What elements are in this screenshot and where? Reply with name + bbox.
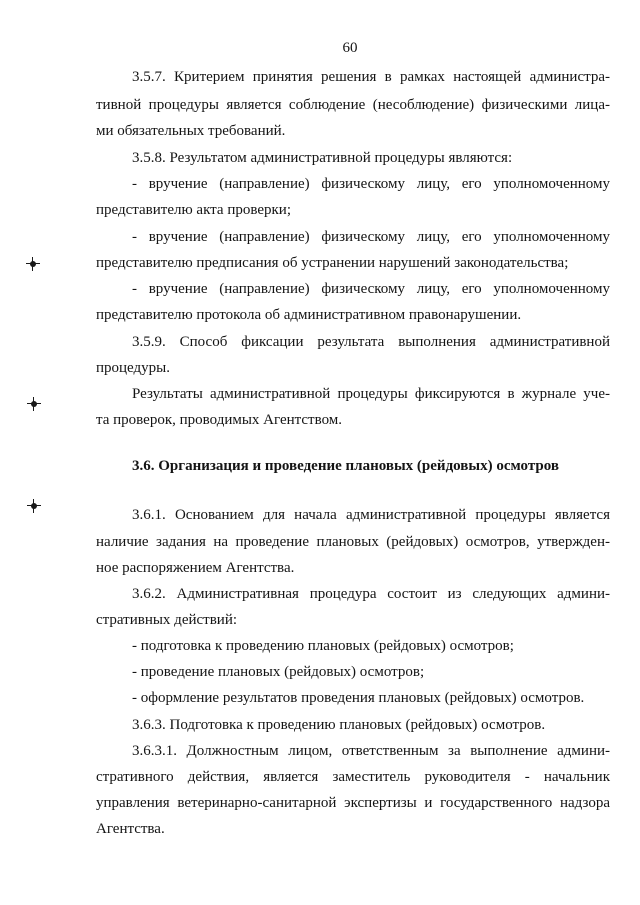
list-item-line: - оформление результатов проведения плановых (рейдовых) осмотров. (132, 690, 585, 706)
paragraph-line: 3.6.3.1. Должностным лицом, ответственным за выполнение админи- (132, 743, 610, 759)
list-item-line: - проведение плановых (рейдовых) осмотров; (132, 664, 425, 680)
list-item-line: представителю протокола об административном правонарушении. (96, 307, 522, 323)
paragraph-line: ми обязательных требований. (96, 123, 286, 139)
list-item-line: - подготовка к проведению плановых (рейдовых) осмотров; (132, 638, 514, 654)
list-item-line: - вручение (направление) физическому лицу, его уполномоченному (132, 281, 610, 297)
binder-hole-mark (30, 261, 36, 267)
list-item-line: - вручение (направление) физическому лицу, его уполномоченному (132, 229, 610, 245)
paragraph-line: 3.6.1. Основанием для начала административной процедуры является (132, 507, 610, 523)
paragraph-line: Агентства. (96, 821, 165, 837)
paragraph-line: управления ветеринарно-санитарной экспертизы и государственного надзора (96, 795, 610, 811)
list-item-line: - вручение (направление) физическому лицу, его уполномоченному (132, 176, 610, 192)
paragraph-line: Результаты административной процедуры фиксируются в журнале уче- (132, 386, 610, 402)
binder-hole-mark (31, 503, 37, 509)
section-heading: 3.6. Организация и проведение плановых (рейдовых) осмотров (132, 458, 559, 474)
list-item-line: представителю предписания об устранении нарушений законодательства; (96, 255, 569, 271)
paragraph-line: 3.5.9. Способ фиксации результата выполнения административной (132, 334, 610, 350)
list-item-line: представителю акта проверки; (96, 202, 291, 218)
page-number: 60 (342, 40, 358, 56)
paragraph-line: наличие задания на проведение плановых (рейдовых) осмотров, утвержден- (96, 534, 610, 550)
paragraph-line: тивной процедуры является соблюдение (несоблюдение) физическими лица- (96, 97, 610, 113)
paragraph-line: стративного действия, является заместитель руководителя - начальник (96, 769, 610, 785)
binder-hole-mark (31, 401, 37, 407)
paragraph-line: та проверок, проводимых Агентством. (96, 412, 343, 428)
paragraph-line: стративных действий: (96, 612, 238, 628)
paragraph-line: ное распоряжением Агентства. (96, 560, 295, 576)
paragraph-line: 3.6.3. Подготовка к проведению плановых (рейдовых) осмотров. (132, 717, 546, 733)
paragraph-line: 3.6.2. Административная процедура состоит из следующих админи- (132, 586, 610, 602)
paragraph-line: 3.5.7. Критерием принятия решения в рамках настоящей администра- (132, 69, 610, 85)
paragraph-line: процедуры. (96, 360, 170, 376)
paragraph-line: 3.5.8. Результатом административной процедуры являются: (132, 150, 513, 166)
